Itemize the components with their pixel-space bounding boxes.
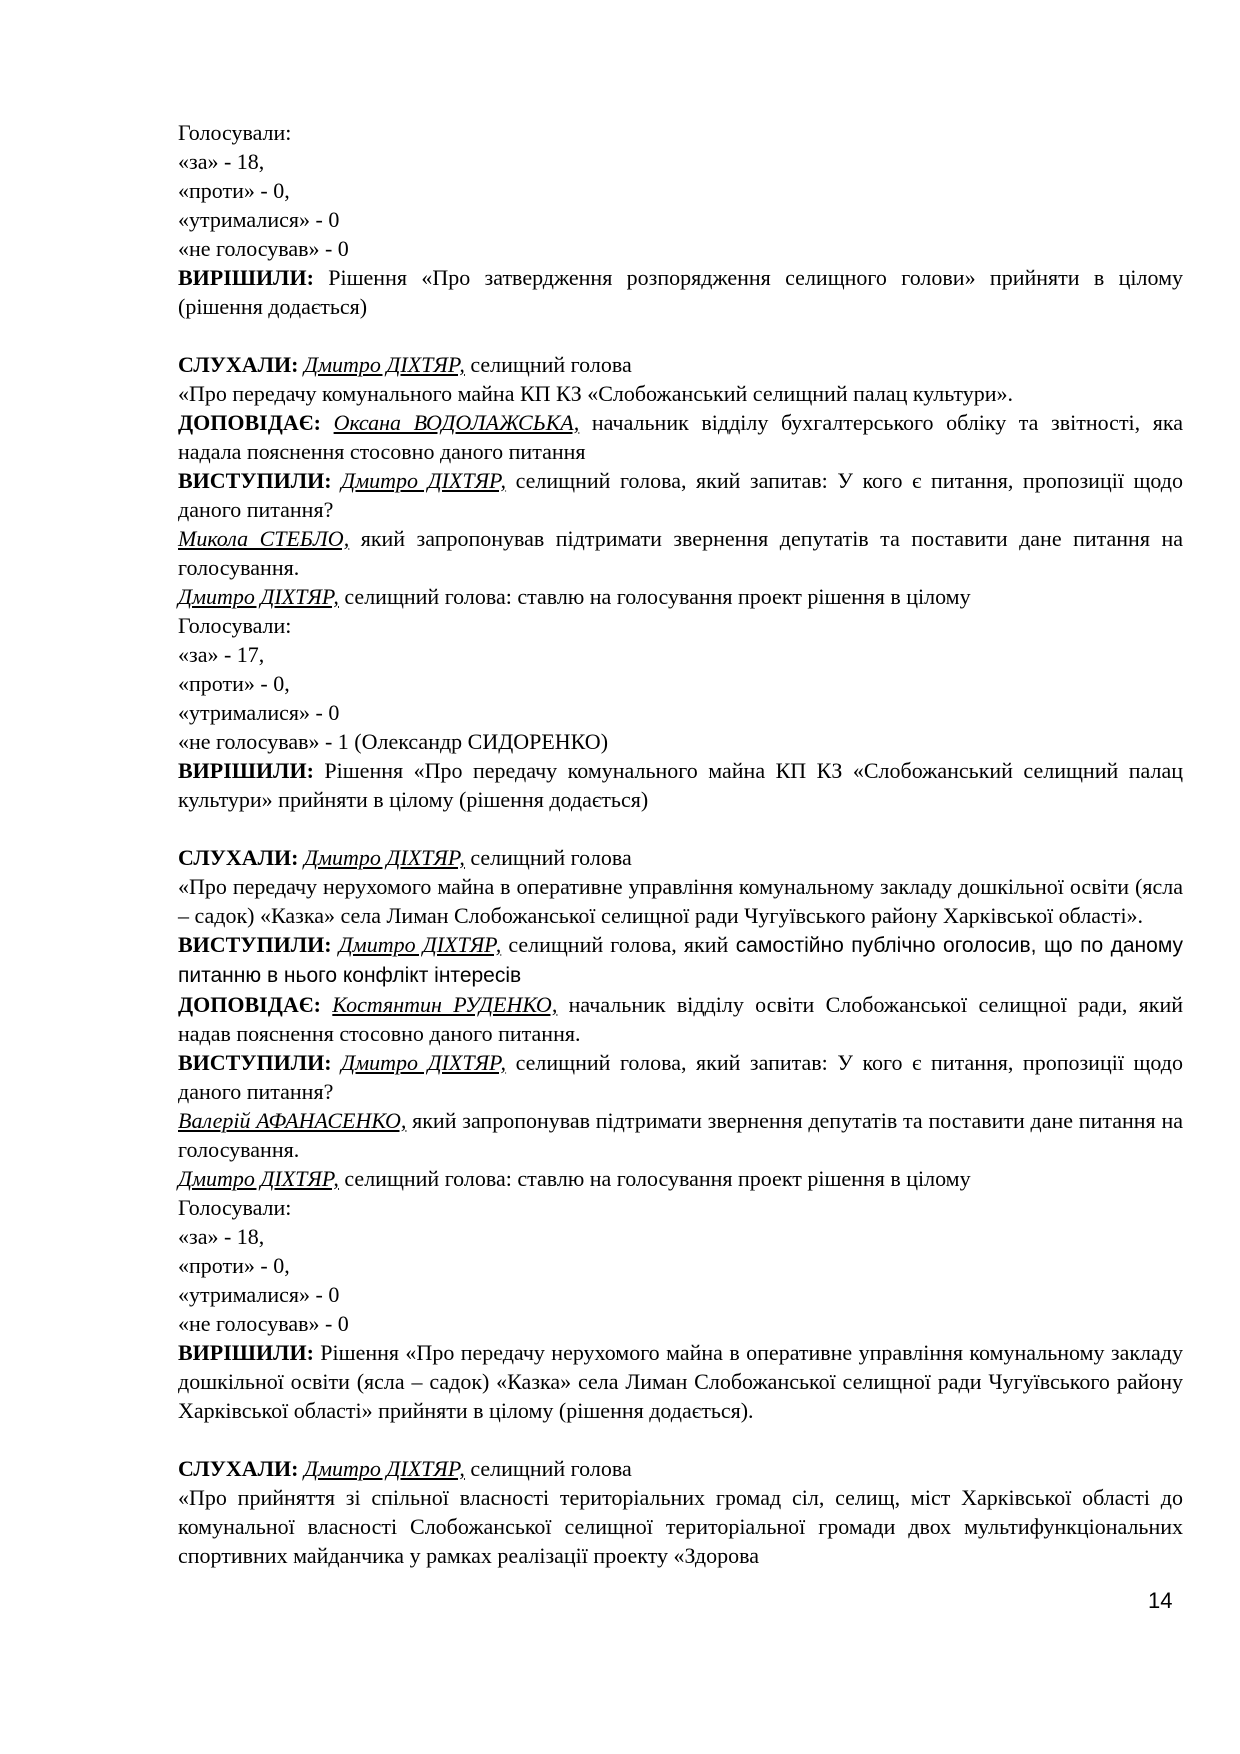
- heard-line: [178, 350, 1183, 379]
- vote-for: «за» - 18,: [178, 149, 265, 174]
- spoke-line: [178, 466, 1183, 524]
- vote-heading: Голосували:: [178, 613, 292, 638]
- speaker-name: Дмитро ДІХТЯР,: [338, 932, 502, 957]
- spoke-text: селищний голова: ставлю на голосування проект рішення в цілому: [338, 1166, 971, 1191]
- vote-abstain: «утрималися» - 0: [178, 700, 340, 725]
- vote-not-voted: «не голосував» - 1 (Олександр СИДОРЕНКО): [178, 729, 609, 754]
- spoke-text: селищний голова, який: [501, 932, 729, 957]
- speaker-name: Дмитро ДІХТЯР,: [341, 1050, 507, 1075]
- vote-not-voted: «не голосував» - 0: [178, 1311, 349, 1336]
- document-page: [178, 118, 1183, 1570]
- decision: [178, 1338, 1183, 1425]
- reports-label: ДОПОВІДАЄ:: [178, 410, 321, 435]
- vote-for: «за» - 18,: [178, 1224, 265, 1249]
- speaker-name: Дмитро ДІХТЯР,: [303, 845, 465, 870]
- spoke-line: [178, 1048, 1183, 1106]
- spoke-text-conflict: самостійно публічно оголосив, що по даному питанню в нього конфлікт інтересів: [178, 934, 1184, 987]
- reports-line: [178, 408, 1183, 466]
- speaker-name: Дмитро ДІХТЯР,: [303, 352, 465, 377]
- speaker-name: Валерій АФАНАСЕНКО,: [178, 1108, 407, 1133]
- vote-not-voted: «не голосував» - 0: [178, 236, 349, 261]
- vote-section-1: [178, 118, 1183, 321]
- reporter-name: Оксана ВОДОЛАЖСЬКА,: [333, 410, 580, 435]
- speaker-name: Дмитро ДІХТЯР,: [303, 1456, 465, 1481]
- agenda-item-2: [178, 350, 1183, 814]
- decision-text: Рішення «Про затвердження розпорядження селищного голови» прийняти в цілому (рішення додається): [178, 265, 1183, 319]
- spoke-label: ВИСТУПИЛИ:: [178, 932, 332, 957]
- spoke-text: який запропонував підтримати звернення депутатів та поставити дане питання на голосування.: [178, 526, 1183, 580]
- agenda-item-3: [178, 843, 1183, 1425]
- spacer: [178, 814, 1183, 843]
- reports-text: начальник відділу бухгалтерського обліку та звітності, яка надала пояснення стосовно даного питання: [178, 410, 1184, 464]
- page-number: 14: [1148, 1588, 1173, 1613]
- speaker-role: селищний голова: [464, 352, 632, 377]
- spoke-line: [178, 524, 1183, 582]
- decision: [178, 263, 1183, 321]
- decision-label: ВИРІШИЛИ:: [178, 1340, 314, 1365]
- vote-abstain: «утрималися» - 0: [178, 207, 340, 232]
- spoke-line: [178, 930, 1183, 990]
- spoke-line: [178, 582, 1183, 611]
- spoke-text: який запропонував підтримати звернення депутатів та поставити дане питання на голосування.: [178, 1108, 1183, 1162]
- vote-against: «проти» - 0,: [178, 178, 290, 203]
- heard-label: СЛУХАЛИ:: [178, 1456, 299, 1481]
- decision-label: ВИРІШИЛИ:: [178, 758, 314, 783]
- agenda-item-4: [178, 1454, 1183, 1570]
- reports-text: начальник відділу освіти Слобожанської селищної ради, який надав пояснення стосовно даного питання.: [178, 992, 1184, 1046]
- heard-line: [178, 1454, 1183, 1483]
- spoke-line: [178, 1106, 1183, 1164]
- reporter-name: Костянтин РУДЕНКО,: [332, 992, 558, 1017]
- spoke-text: селищний голова: ставлю на голосування проект рішення в цілому: [338, 584, 971, 609]
- spoke-text: селищний голова, який запитав: У кого є питання, пропозиції щодо даного питання?: [178, 468, 1183, 522]
- speaker-role: селищний голова: [464, 845, 632, 870]
- vote-against: «проти» - 0,: [178, 671, 290, 696]
- agenda-topic: «Про передачу комунального майна КП КЗ «Слобожанський селищний палац культури».: [178, 381, 1014, 406]
- decision-label: ВИРІШИЛИ:: [178, 265, 314, 290]
- reports-label: ДОПОВІДАЄ:: [178, 992, 321, 1017]
- speaker-name: Дмитро ДІХТЯР,: [341, 468, 507, 493]
- spoke-label: ВИСТУПИЛИ:: [178, 468, 332, 493]
- vote-heading: Голосували:: [178, 1195, 292, 1220]
- decision-text: Рішення «Про передачу комунального майна КП КЗ «Слобожанський селищний палац культури» прийняти в цілому (рішення додається): [178, 758, 1183, 812]
- heard-label: СЛУХАЛИ:: [178, 845, 299, 870]
- agenda-topic: «Про передачу нерухомого майна в оперативне управління комунальному закладу дошкільної освіти (ясла – садок) «Казка» села Лиман Слобожанської селищної ради Чугуївського району Харківської області».: [178, 874, 1183, 928]
- heard-label: СЛУХАЛИ:: [178, 352, 299, 377]
- decision-text: Рішення «Про передачу нерухомого майна в оперативне управління комунальному закладу дошкільної освіти (ясла – садок) «Казка» села Лиман Слобожанської селищної ради Чугуївського району Харківської області» прийняти в цілому (рішення додається).: [178, 1340, 1183, 1423]
- spacer: [178, 321, 1183, 350]
- reports-line: [178, 990, 1183, 1048]
- speaker-name: Дмитро ДІХТЯР,: [178, 584, 339, 609]
- vote-heading: Голосували:: [178, 120, 292, 145]
- speaker-name: Микола СТЕБЛО,: [178, 526, 350, 551]
- speaker-name: Дмитро ДІХТЯР,: [178, 1166, 339, 1191]
- vote-against: «проти» - 0,: [178, 1253, 290, 1278]
- heard-line: [178, 843, 1183, 872]
- spoke-line: [178, 1164, 1183, 1193]
- decision: [178, 756, 1183, 814]
- speaker-role: селищний голова: [464, 1456, 632, 1481]
- spoke-text: селищний голова, який запитав: У кого є питання, пропозиції щодо даного питання?: [178, 1050, 1183, 1104]
- agenda-topic: «Про прийняття зі спільної власності територіальних громад сіл, селищ, міст Харківської області до комунальної власності Слобожанської селищної територіальної громади двох мультифункціональних спортивних майданчика у рамках реалізації проекту «Здорова: [178, 1485, 1183, 1568]
- vote-abstain: «утрималися» - 0: [178, 1282, 340, 1307]
- vote-for: «за» - 17,: [178, 642, 265, 667]
- spoke-label: ВИСТУПИЛИ:: [178, 1050, 332, 1075]
- spacer: [178, 1425, 1183, 1454]
